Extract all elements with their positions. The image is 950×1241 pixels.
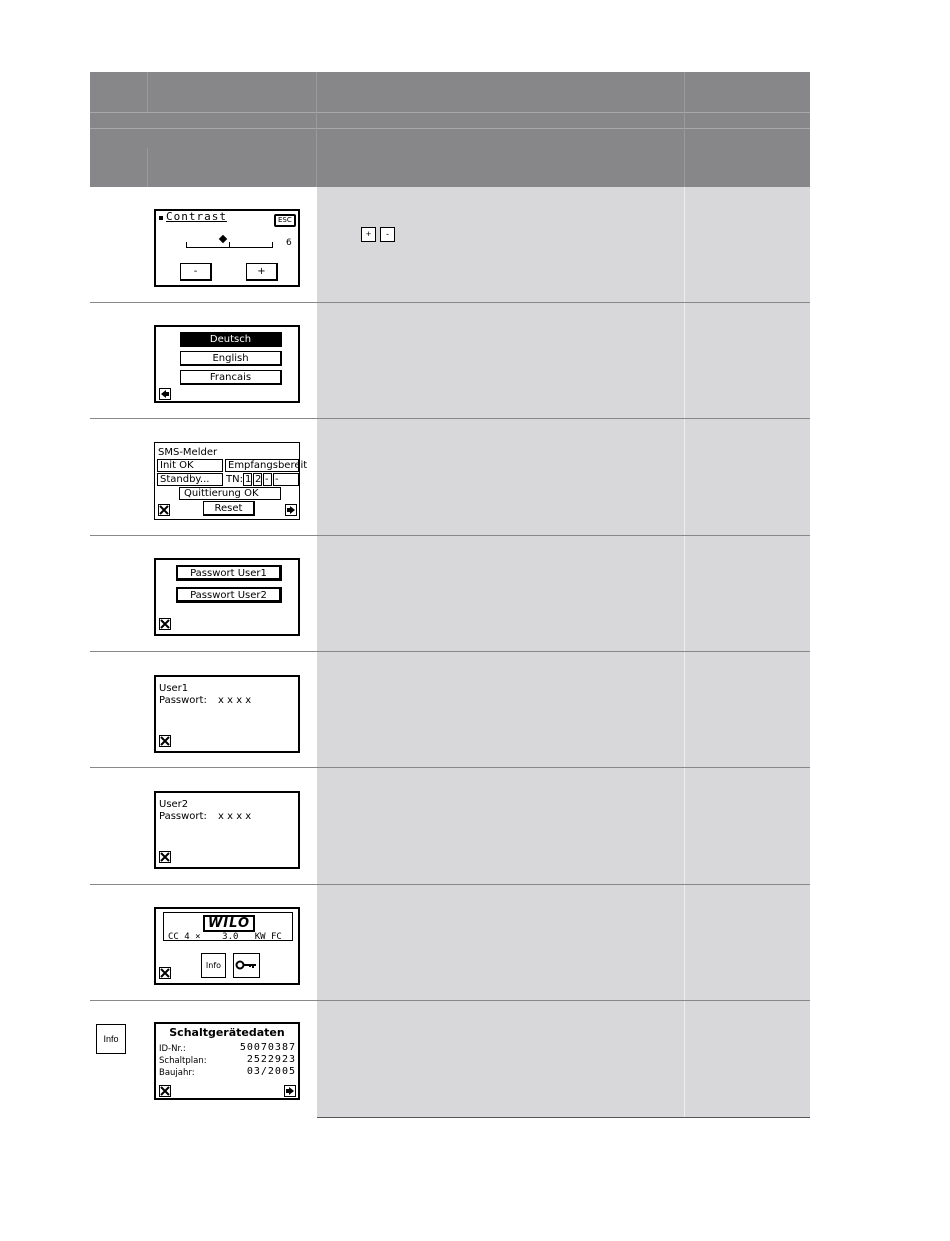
row-separator <box>90 535 810 536</box>
close-icon[interactable] <box>158 504 170 516</box>
close-icon[interactable] <box>159 967 171 979</box>
esc-button[interactable]: ESC <box>274 214 296 227</box>
close-icon[interactable] <box>159 735 171 747</box>
tn-value: 2 <box>255 474 262 485</box>
init-status: Init OK <box>157 459 223 472</box>
key-icon[interactable] <box>233 953 260 978</box>
user-label: User2 <box>159 799 189 810</box>
row-label: Schaltplan: <box>159 1056 207 1066</box>
password-user2-button[interactable]: Passwort User2 <box>176 587 282 603</box>
header-col-sep <box>147 148 148 187</box>
wilo-logo: WILO <box>203 915 255 932</box>
contrast-value: 6 <box>286 238 292 248</box>
table-bottom-border <box>317 1117 810 1118</box>
user2-screen <box>154 791 300 869</box>
password-menu-screen <box>154 558 300 636</box>
user-label: User1 <box>159 683 189 694</box>
password-value: x x x x <box>218 811 252 822</box>
info-button[interactable]: Info <box>201 953 226 978</box>
device-data-screen <box>154 1022 300 1100</box>
ack-status: Quittierung OK <box>179 487 281 500</box>
standby-status: Standby... <box>157 473 223 486</box>
wilo-screen <box>154 907 300 985</box>
slider-tick <box>272 242 273 248</box>
header-col-sep <box>147 72 148 112</box>
reception-status: Empfangsbereit <box>225 459 299 472</box>
close-icon[interactable] <box>159 1085 171 1097</box>
row-separator <box>90 651 810 652</box>
row-label: Baujahr: <box>159 1068 195 1078</box>
language-screen <box>154 325 300 403</box>
description-column <box>317 187 810 1117</box>
info-key-icon: Info <box>96 1024 126 1054</box>
language-option-deutsch[interactable]: Deutsch <box>180 332 282 347</box>
key-plus-icon: + <box>361 227 376 242</box>
slider-tick <box>229 242 230 248</box>
table-header <box>90 72 810 187</box>
column-separator <box>684 187 685 1117</box>
language-option-english[interactable]: English <box>180 351 282 366</box>
password-value: x x x x <box>218 695 252 706</box>
plus-button[interactable]: + <box>246 263 278 281</box>
contrast-screen <box>154 209 300 287</box>
user1-screen <box>154 675 300 753</box>
device-data-title: Schaltgerätedaten <box>169 1026 285 1039</box>
sms-screen <box>154 442 308 520</box>
tn-value: 1 <box>245 474 252 485</box>
slider-tick <box>186 242 187 248</box>
key-minus-icon: - <box>380 227 395 242</box>
back-arrow-icon[interactable] <box>159 388 171 400</box>
sms-title: SMS-Melder <box>158 447 218 458</box>
password-user1-button[interactable]: Passwort User1 <box>176 565 282 581</box>
language-option-francais[interactable]: Francais <box>180 370 282 385</box>
row-separator <box>90 884 810 885</box>
password-label: Passwort: <box>159 695 207 706</box>
header-divider <box>90 112 810 113</box>
row-label: ID-Nr.: <box>159 1044 186 1054</box>
forward-arrow-icon[interactable] <box>284 1085 296 1097</box>
row-separator <box>90 767 810 768</box>
row-separator <box>90 418 810 419</box>
row-value: 03/2005 <box>246 1066 296 1077</box>
tn-value: - <box>263 473 272 486</box>
contrast-title: Contrast <box>166 210 227 223</box>
row-separator <box>90 302 810 303</box>
header-col-sep <box>684 72 685 187</box>
header-col-sep <box>316 72 317 187</box>
close-icon[interactable] <box>159 618 171 630</box>
slider-handle-icon[interactable] <box>219 235 227 243</box>
tn-label: TN: <box>226 474 243 485</box>
forward-arrow-icon[interactable] <box>285 504 297 516</box>
minus-button[interactable]: - <box>180 263 212 281</box>
bullet-icon <box>159 216 163 220</box>
model-label: CC 4 × 3.0 KW FC <box>168 932 282 942</box>
password-label: Passwort: <box>159 811 207 822</box>
row-value: 50070387 <box>239 1042 296 1053</box>
header-divider <box>90 128 810 129</box>
row-value: 2522923 <box>246 1054 296 1065</box>
row-separator <box>90 1000 810 1001</box>
close-icon[interactable] <box>159 851 171 863</box>
tn-value: - <box>273 473 299 486</box>
reset-button[interactable]: Reset <box>203 501 255 516</box>
